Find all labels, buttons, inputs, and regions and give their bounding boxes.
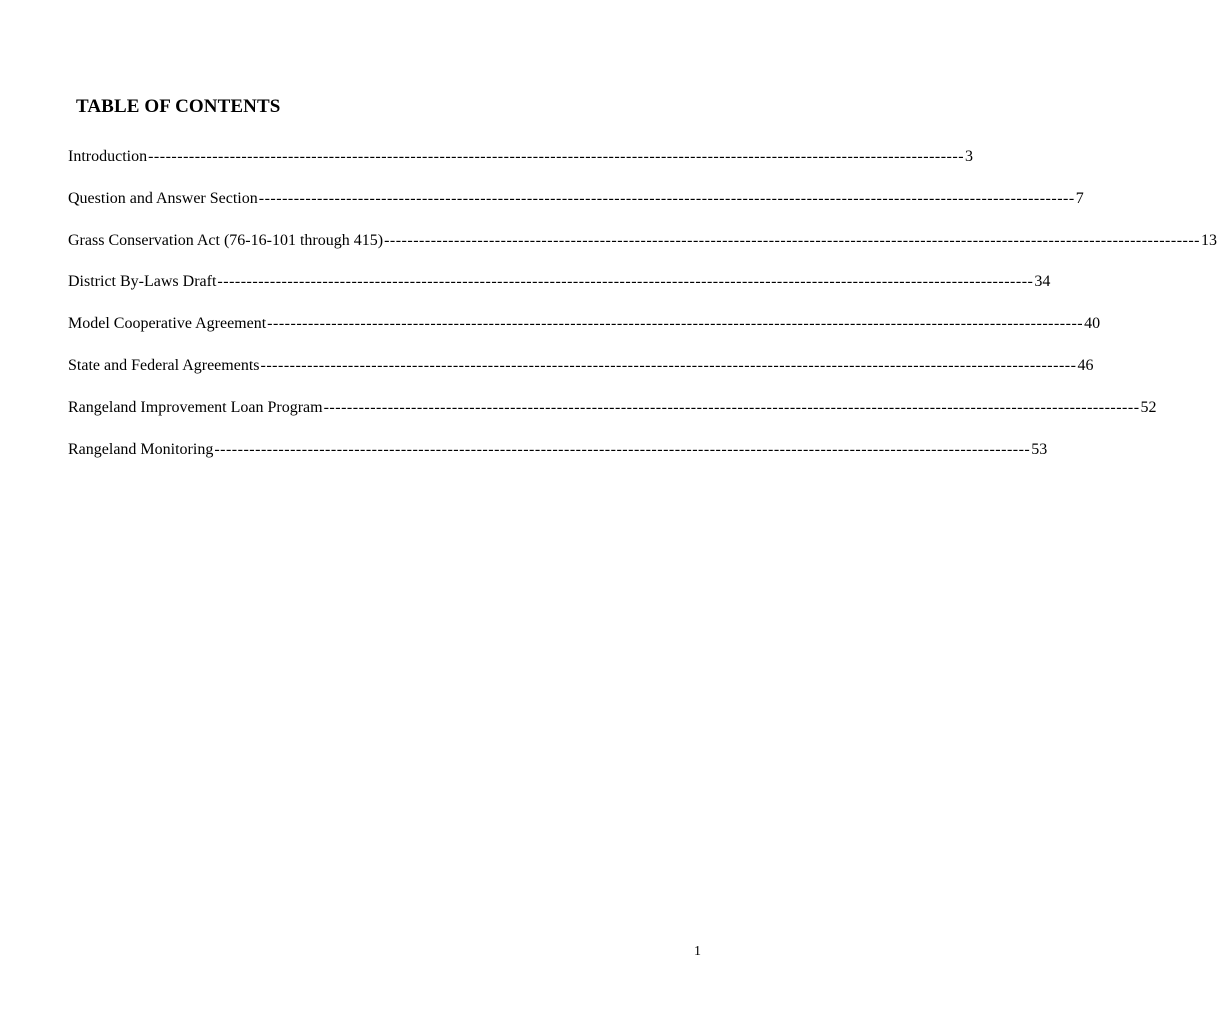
toc-entry-page: 40: [1084, 315, 1101, 333]
toc-entry-page: 7: [1075, 189, 1084, 207]
toc-entry-title: Question and Answer Section: [68, 189, 258, 207]
page-number: 1: [694, 944, 701, 959]
toc-entry-district-bylaws[interactable]: [68, 270, 1051, 312]
toc-entry-grass-conservation-act[interactable]: [68, 229, 1217, 271]
toc-entry-rangeland-improvement-loan[interactable]: [68, 396, 1157, 438]
toc-dot-leader: --------------------------------------------------------------------------------------------------------------------------------------------: [148, 148, 965, 165]
toc-entry-model-cooperative-agreement[interactable]: [68, 312, 1101, 354]
toc-entry-title: Introduction: [68, 148, 148, 165]
toc-entry-title: Model Cooperative Agreement: [68, 315, 267, 333]
toc-list: [68, 145, 1217, 479]
toc-entry-question-answer[interactable]: [68, 187, 1084, 229]
toc-dot-leader: --------------------------------------------------------------------------------------------------------------------------------------------: [258, 189, 1075, 207]
toc-entry-title: District By-Laws Draft: [68, 273, 217, 291]
toc-entry-title: Rangeland Monitoring: [68, 440, 214, 458]
toc-dot-leader: --------------------------------------------------------------------------------------------------------------------------------------------: [260, 356, 1077, 374]
toc-entry-page: 52: [1140, 398, 1157, 416]
toc-heading: TABLE OF CONTENTS: [76, 96, 281, 117]
toc-entry-title: State and Federal Agreements: [68, 356, 260, 374]
toc-entry-page: 53: [1031, 440, 1048, 458]
toc-entry-page: 34: [1034, 273, 1051, 291]
toc-entry-page: 3: [965, 148, 974, 165]
toc-entry-state-federal-agreements[interactable]: [68, 354, 1094, 396]
toc-entry-page: 13: [1201, 231, 1217, 249]
toc-dot-leader: --------------------------------------------------------------------------------------------------------------------------------------------: [217, 273, 1034, 291]
toc-entry-rangeland-monitoring[interactable]: [68, 438, 1048, 480]
toc-dot-leader: --------------------------------------------------------------------------------------------------------------------------------------------: [267, 315, 1084, 333]
toc-dot-leader: --------------------------------------------------------------------------------------------------------------------------------------------: [384, 231, 1200, 249]
toc-dot-leader: --------------------------------------------------------------------------------------------------------------------------------------------: [214, 440, 1031, 458]
toc-entry-title: Rangeland Improvement Loan Program: [68, 398, 323, 416]
toc-entry-page: 46: [1077, 356, 1094, 374]
toc-dot-leader: --------------------------------------------------------------------------------------------------------------------------------------------: [323, 398, 1140, 416]
toc-entry-introduction[interactable]: [68, 145, 974, 187]
toc-entry-title: Grass Conservation Act (76-16-101 through 415): [68, 231, 384, 249]
